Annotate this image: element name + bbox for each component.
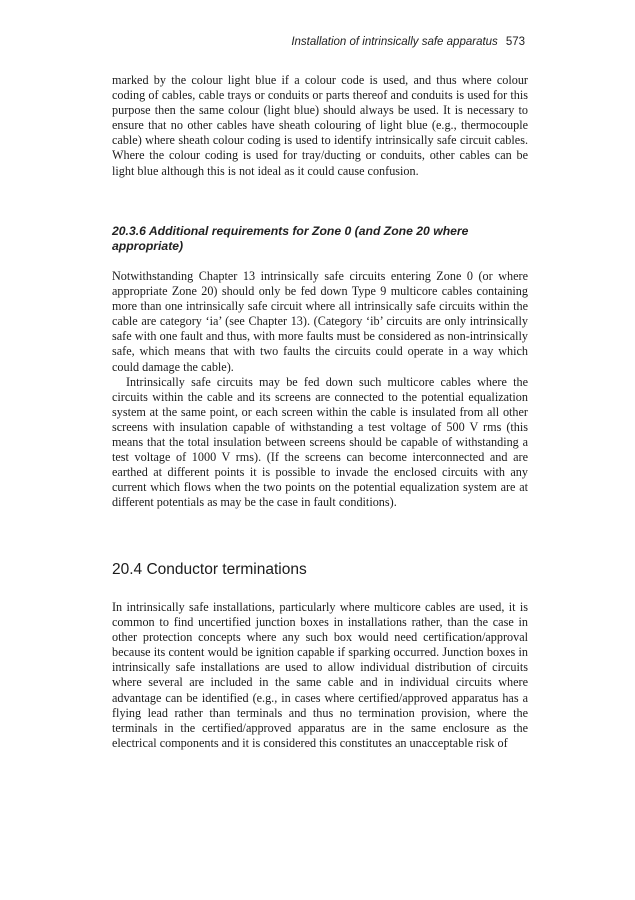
paragraph: marked by the colour light blue if a colour code is used, and thus where colour coding of cables, cable trays or conduits or parts thereof and conduits is used for this purpose then the same colour (light blue) should always be used. It is necessary to ensure that no other cables have sheath colouring of light blue (e.g., thermocouple cable) where sheath colour coding is used to identify intrinsically safe circuit cables. Where the colour coding is used for tray/ducting or conduits, other cables can be light blue although this is not ideal as it could cause confusion. xyxy=(112,73,528,178)
paragraph: Intrinsically safe circuits may be fed down such multicore cables where the circuits within the cable and its screens are connected to the potential equalization system at the same point, or each screen within the cable is insulated from all other screens with insulation capable of withstanding a test voltage of 500 V rms (this means that the total insulation between screens should be capable of withstanding a test voltage of 1000 V rms). (If the screens can become interconnected and are earthed at different points it is possible to invade the enclosed circuits with any current which flows when the two points on the potential equalization system are at different potentials as may be the case in fault conditions). xyxy=(112,374,528,510)
subsection-heading: 20.3.6 Additional requirements for Zone 0 (and Zone 20 where appropriate) xyxy=(112,224,469,253)
text-block-zone0 xyxy=(112,269,528,511)
text-block-terminations xyxy=(112,600,528,751)
running-head xyxy=(291,36,525,48)
running-head-title: Installation of intrinsically safe apparatus xyxy=(291,36,498,48)
text-block-intro xyxy=(112,73,528,179)
page-number: 573 xyxy=(505,36,525,48)
section-heading: 20.4 Conductor terminations xyxy=(112,561,307,578)
paragraph: Notwithstanding Chapter 13 intrinsically safe circuits entering Zone 0 (or where appropriate Zone 20) should only be fed down Type 9 multicore cables containing more than one intrinsically safe circuit where all intrinsically safe circuits within the cable are category ‘ia’ (see Chapter 13). (Category ‘ib’ circuits are only intrinsically safe with one fault and thus, with more faults must be considered as non-intrinsically safe, which means that with two faults the circuits could operate in a way which could damage the cable). xyxy=(112,269,528,374)
paragraph: In intrinsically safe installations, particularly where multicore cables are used, it is common to find uncertified junction boxes in installations rather, than the case in other protection concepts where any such box would need certification/approval because its content would be ignition capable if sparking occurred. Junction boxes in intrinsically safe installations are used to allow individual distribution of circuits where several are included in the same cable and in individual circuits where advantage can be identified (e.g., in cases where certified/approved apparatus has a flying lead rather than terminals and thus no termination provision, where the terminals in the certified/approved apparatus are in the same enclosure as the electrical components and it is considered this constitutes an unacceptable risk of xyxy=(112,600,528,750)
